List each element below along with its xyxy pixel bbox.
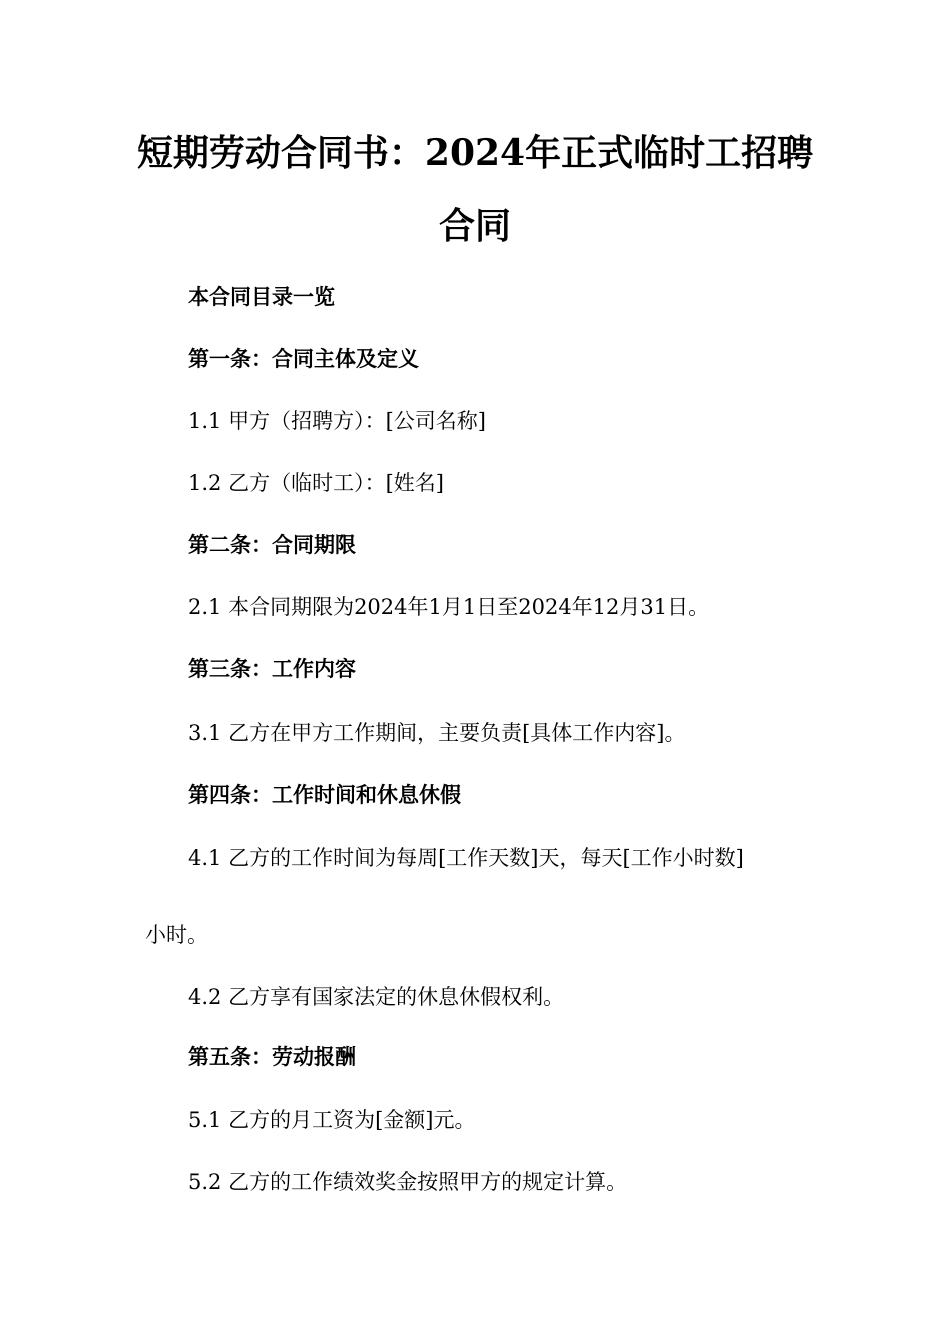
clause-2-1: 2.1 本合同期限为2024年1月1日至2024年12月31日。 bbox=[188, 595, 710, 619]
clause-5-1: 5.1 乙方的月工资为[金额]元。 bbox=[188, 1108, 476, 1132]
clause-3-1: 3.1 乙方在甲方工作期间，主要负责[具体工作内容]。 bbox=[188, 721, 686, 745]
section-1-heading: 第一条：合同主体及定义 bbox=[188, 346, 419, 371]
clause-1-2: 1.2 乙方（临时工）：[姓名] bbox=[188, 471, 444, 495]
clause-1-1: 1.1 甲方（招聘方）：[公司名称] bbox=[188, 409, 486, 433]
clause-4-2: 4.2 乙方享有国家法定的休息休假权利。 bbox=[188, 985, 565, 1009]
document-title-line-2: 合同 bbox=[438, 205, 511, 247]
section-4-heading: 第四条：工作时间和休息休假 bbox=[188, 782, 461, 807]
toc-heading: 本合同目录一览 bbox=[188, 284, 335, 309]
section-3-heading: 第三条：工作内容 bbox=[188, 656, 356, 681]
clause-4-1: 4.1 乙方的工作时间为每周[工作天数]天，每天[工作小时数] bbox=[188, 846, 744, 870]
clause-5-2: 5.2 乙方的工作绩效奖金按照甲方的规定计算。 bbox=[188, 1170, 628, 1194]
section-2-heading: 第二条：合同期限 bbox=[188, 532, 356, 557]
document-title-line-1: 短期劳动合同书：2024年正式临时工招聘 bbox=[136, 132, 814, 174]
section-5-heading: 第五条：劳动报酬 bbox=[188, 1044, 356, 1069]
clause-4-1-continued: 小时。 bbox=[145, 923, 208, 947]
